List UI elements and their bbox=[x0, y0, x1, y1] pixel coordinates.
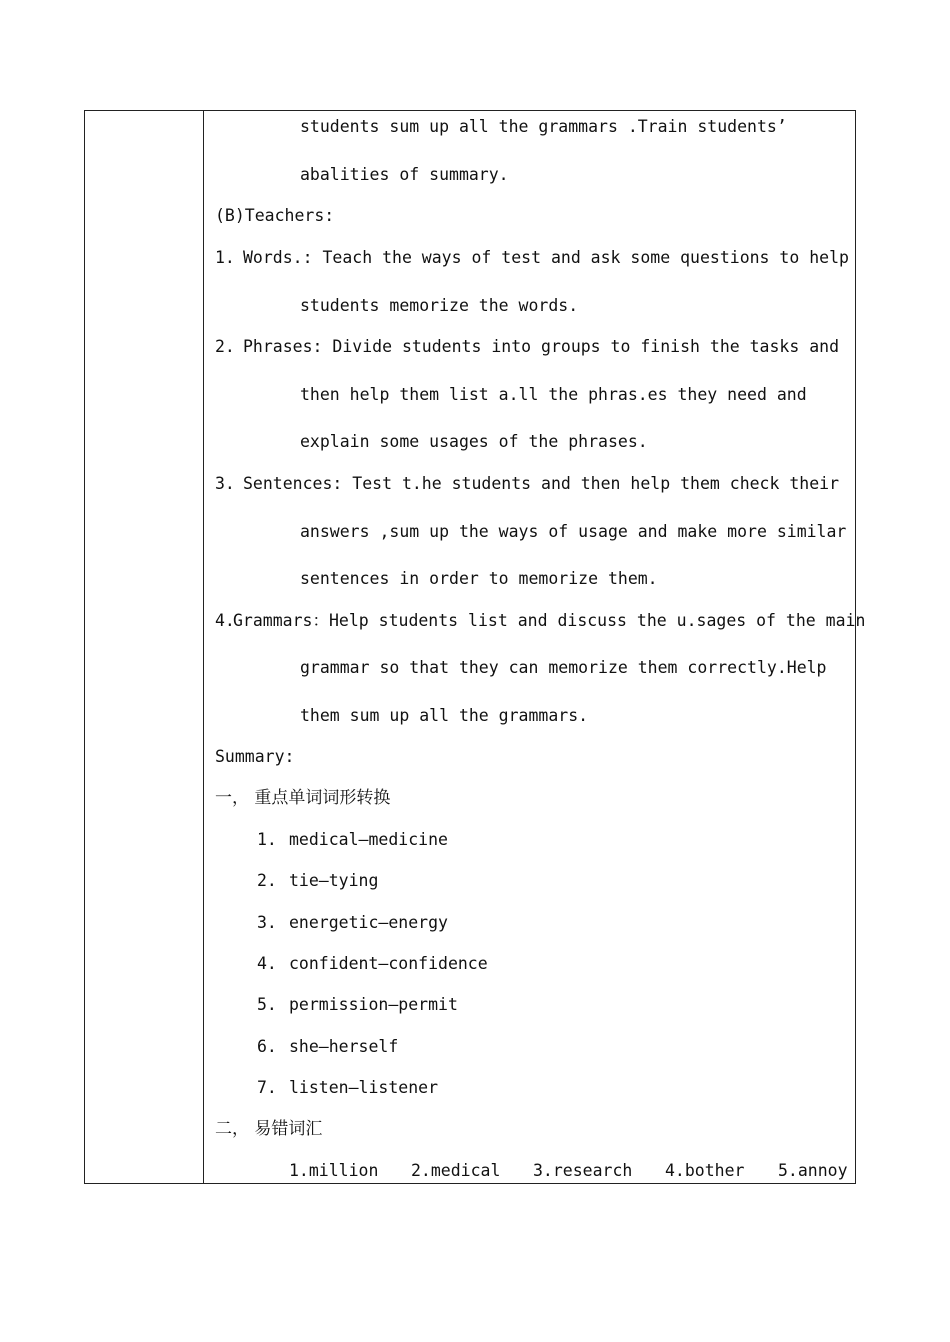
error-prone-word-2: 2.medical bbox=[411, 1161, 501, 1180]
teachers-item-4-line-2: grammar so that they can memorize them correctly.Help bbox=[300, 658, 827, 677]
summary-heading: Summary: bbox=[215, 747, 295, 766]
word-form-item-7: listen—listener bbox=[289, 1078, 439, 1097]
teachers-item-2-line-2: then help them list a.ll the phras.es they need and bbox=[300, 385, 807, 404]
word-form-item-5: permission—permit bbox=[289, 995, 458, 1014]
teachers-heading: (B)Teachers: bbox=[215, 206, 335, 225]
teachers-item-4-line-1: Grammars：Help students list and discuss the u.sages of the main bbox=[233, 611, 866, 630]
teachers-item-3-line-3: sentences in order to memorize them. bbox=[300, 569, 658, 588]
word-form-item-4: confident—confidence bbox=[289, 954, 488, 973]
word-form-number-5: 5. bbox=[257, 995, 277, 1014]
teachers-item-3-line-2: answers ,sum up the ways of usage and make more similar bbox=[300, 522, 847, 541]
word-form-number-2: 2. bbox=[257, 871, 277, 890]
intro-line-1: students sum up all the grammars .Train students’ bbox=[300, 117, 787, 136]
teachers-item-3-number: 3. bbox=[215, 474, 235, 493]
word-form-item-1: medical—medicine bbox=[289, 830, 448, 849]
intro-line-2: abalities of summary. bbox=[300, 165, 509, 184]
teachers-item-1-line-1: Words.: Teach the ways of test and ask some questions to help bbox=[243, 248, 849, 267]
word-form-item-3: energetic—energy bbox=[289, 913, 448, 932]
error-prone-word-4: 4.bother bbox=[665, 1161, 745, 1180]
word-form-number-6: 6. bbox=[257, 1037, 277, 1056]
teachers-item-3-line-1: Sentences: Test t.he students and then help them check their bbox=[243, 474, 840, 493]
teachers-item-2-line-3: explain some usages of the phrases. bbox=[300, 432, 648, 451]
word-form-item-2: tie—tying bbox=[289, 871, 379, 890]
word-form-item-6: she—herself bbox=[289, 1037, 399, 1056]
teachers-item-1-number: 1. bbox=[215, 248, 235, 267]
teachers-item-2-number: 2. bbox=[215, 337, 235, 356]
section-1-heading: 一， 重点单词词形转换 bbox=[215, 788, 391, 808]
error-prone-word-1: 1.million bbox=[289, 1161, 379, 1180]
lesson-plan-table bbox=[84, 110, 866, 1184]
error-prone-word-5: 5.annoy bbox=[778, 1161, 848, 1180]
teachers-item-4-number: 4. bbox=[215, 611, 235, 630]
word-form-number-4: 4. bbox=[257, 954, 277, 973]
content-cell bbox=[205, 111, 866, 1183]
teachers-item-1-line-2: students memorize the words. bbox=[300, 296, 579, 315]
section-2-heading: 二， 易错词汇 bbox=[215, 1119, 323, 1139]
teachers-item-2-line-1: Phrases: Divide students into groups to finish the tasks and bbox=[243, 337, 840, 356]
word-form-number-1: 1. bbox=[257, 830, 277, 849]
word-form-number-7: 7. bbox=[257, 1078, 277, 1097]
teachers-item-4-line-3: them sum up all the grammars. bbox=[300, 706, 589, 725]
word-form-number-3: 3. bbox=[257, 913, 277, 932]
left-label-column bbox=[85, 111, 204, 1183]
error-prone-word-3: 3.research bbox=[533, 1161, 633, 1180]
